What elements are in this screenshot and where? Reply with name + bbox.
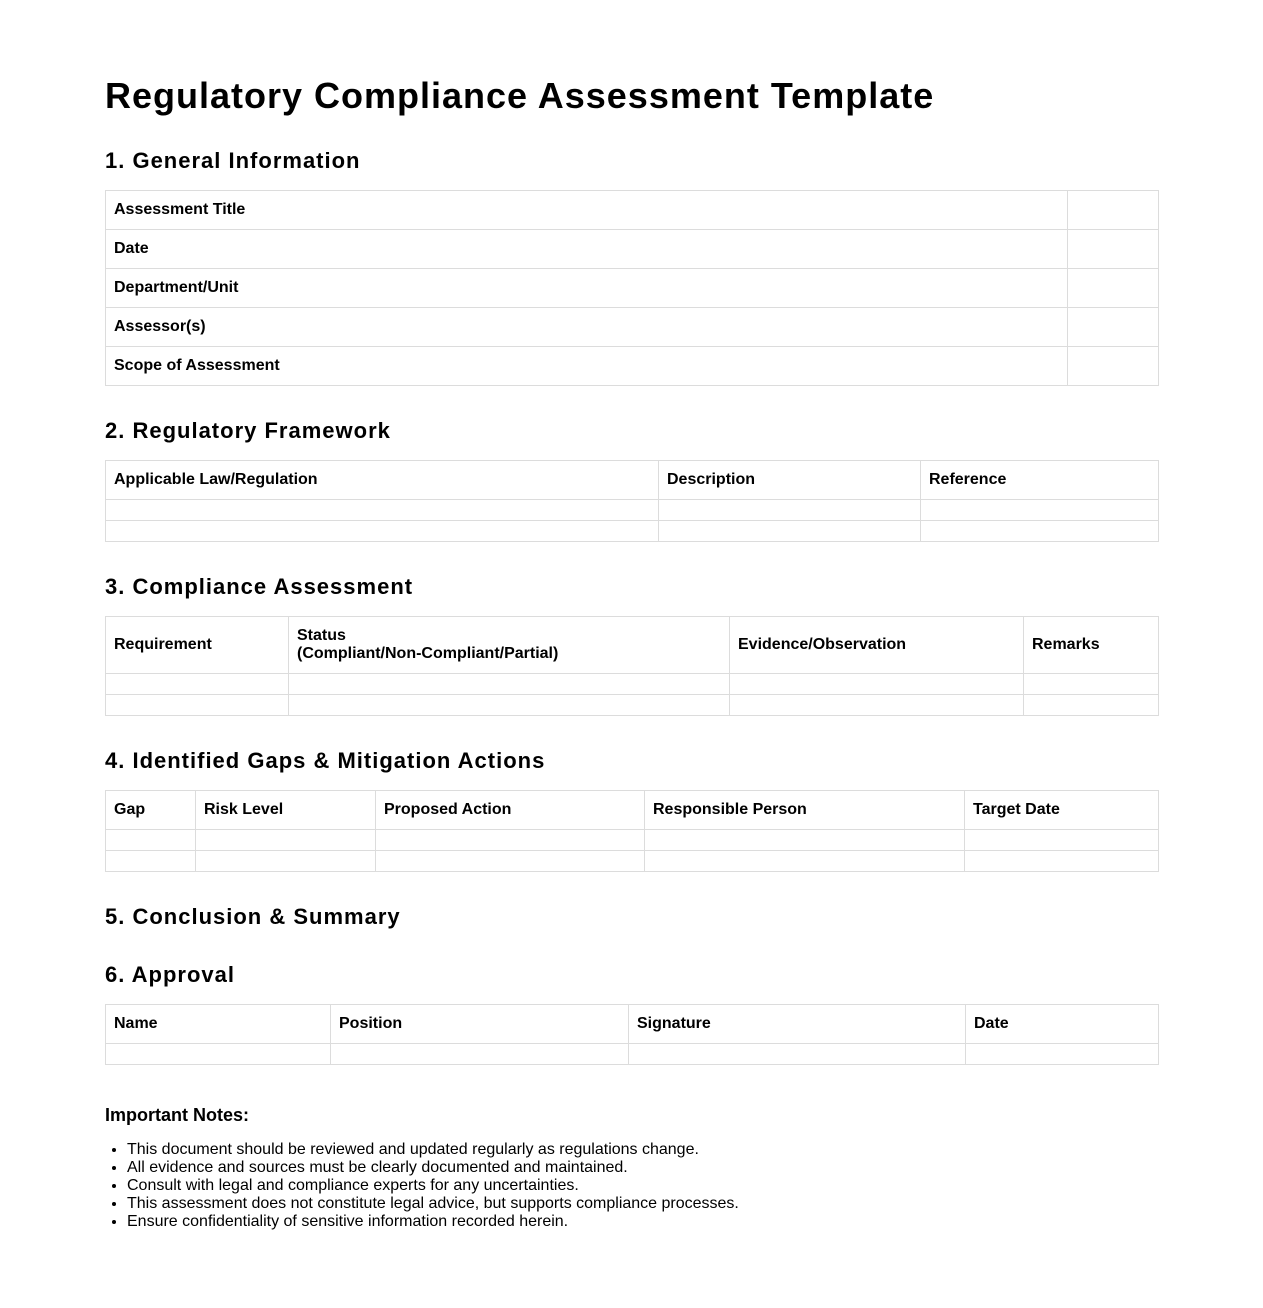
column-header: Risk Level: [196, 791, 376, 830]
table-cell[interactable]: [106, 851, 196, 872]
table-cell[interactable]: [289, 695, 730, 716]
column-header: Name: [106, 1005, 331, 1044]
table-cell[interactable]: [921, 521, 1159, 542]
column-header: Proposed Action: [376, 791, 645, 830]
table-row: [106, 230, 1159, 269]
table-cell[interactable]: [106, 695, 289, 716]
general-label: Scope of Assessment: [106, 347, 1068, 386]
column-header-status: [289, 617, 730, 674]
table-cell[interactable]: [376, 830, 645, 851]
general-value-cell[interactable]: [1068, 269, 1159, 308]
table-cell[interactable]: [106, 521, 659, 542]
compliance-table: [105, 616, 1159, 716]
column-header: Signature: [629, 1005, 966, 1044]
table-row: [106, 308, 1159, 347]
section-heading-general: 1. General Information: [105, 148, 361, 173]
table-cell[interactable]: [659, 500, 921, 521]
general-label: Assessment Title: [106, 191, 1068, 230]
list-item: • This document should be reviewed and updated regularly as regulations change.: [127, 1141, 739, 1159]
column-header: Position: [331, 1005, 629, 1044]
table-header-row: [106, 461, 1159, 500]
column-header: Responsible Person: [645, 791, 965, 830]
table-row: [106, 521, 1159, 542]
table-cell[interactable]: [965, 851, 1159, 872]
general-info-table: [105, 190, 1159, 386]
table-cell[interactable]: [331, 1044, 629, 1065]
general-value-cell[interactable]: [1068, 308, 1159, 347]
table-cell[interactable]: [730, 695, 1024, 716]
table-cell[interactable]: [106, 500, 659, 521]
general-label: Department/Unit: [106, 269, 1068, 308]
table-cell[interactable]: [1024, 674, 1159, 695]
status-options-label: (Compliant/Non-Compliant/Partial): [297, 645, 559, 662]
list-item: • This assessment does not constitute legal advice, but supports compliance processes.: [127, 1195, 739, 1213]
table-cell[interactable]: [196, 851, 376, 872]
notes-title: Important Notes:: [105, 1105, 249, 1125]
table-cell[interactable]: [659, 521, 921, 542]
section-heading-compliance: 3. Compliance Assessment: [105, 574, 414, 599]
table-cell[interactable]: [106, 1044, 331, 1065]
table-header-row: [106, 617, 1159, 674]
list-item: • All evidence and sources must be clearly documented and maintained.: [127, 1159, 739, 1177]
list-item: • Ensure confidentiality of sensitive information recorded herein.: [127, 1213, 739, 1231]
list-item: • Consult with legal and compliance experts for any uncertainties.: [127, 1177, 739, 1195]
section-heading-framework: 2. Regulatory Framework: [105, 418, 391, 443]
notes-list: [105, 1141, 739, 1231]
table-row: [106, 347, 1159, 386]
table-row: [106, 695, 1159, 716]
general-value-cell[interactable]: [1068, 191, 1159, 230]
table-cell[interactable]: [106, 830, 196, 851]
table-cell[interactable]: [645, 851, 965, 872]
table-cell[interactable]: [1024, 695, 1159, 716]
document-title: Regulatory Compliance Assessment Template: [105, 75, 935, 116]
table-cell[interactable]: [966, 1044, 1159, 1065]
table-cell[interactable]: [921, 500, 1159, 521]
table-cell[interactable]: [376, 851, 645, 872]
table-row: [106, 851, 1159, 872]
framework-table: [105, 460, 1159, 542]
section-heading-approval: 6. Approval: [105, 962, 235, 987]
column-header: Evidence/Observation: [730, 617, 1024, 674]
column-header: Applicable Law/Regulation: [106, 461, 659, 500]
column-header: Description: [659, 461, 921, 500]
table-cell[interactable]: [196, 830, 376, 851]
general-label: Assessor(s): [106, 308, 1068, 347]
table-row: [106, 500, 1159, 521]
table-header-row: [106, 1005, 1159, 1044]
table-row: [106, 830, 1159, 851]
table-cell[interactable]: [730, 674, 1024, 695]
column-header: Target Date: [965, 791, 1159, 830]
table-row: [106, 269, 1159, 308]
general-label: Date: [106, 230, 1068, 269]
table-row: [106, 674, 1159, 695]
table-cell[interactable]: [289, 674, 730, 695]
table-row: [106, 1044, 1159, 1065]
table-cell[interactable]: [645, 830, 965, 851]
table-cell[interactable]: [106, 674, 289, 695]
status-label: Status: [297, 627, 346, 644]
section-heading-gaps: 4. Identified Gaps & Mitigation Actions: [105, 748, 546, 773]
table-cell[interactable]: [965, 830, 1159, 851]
column-header: Reference: [921, 461, 1159, 500]
column-header: Date: [966, 1005, 1159, 1044]
section-heading-conclusion: 5. Conclusion & Summary: [105, 904, 401, 929]
table-row: [106, 191, 1159, 230]
approval-table: [105, 1004, 1159, 1065]
table-header-row: [106, 791, 1159, 830]
gaps-table: [105, 790, 1159, 872]
column-header: Requirement: [106, 617, 289, 674]
column-header: Gap: [106, 791, 196, 830]
column-header: Remarks: [1024, 617, 1159, 674]
table-cell[interactable]: [629, 1044, 966, 1065]
general-value-cell[interactable]: [1068, 230, 1159, 269]
general-value-cell[interactable]: [1068, 347, 1159, 386]
